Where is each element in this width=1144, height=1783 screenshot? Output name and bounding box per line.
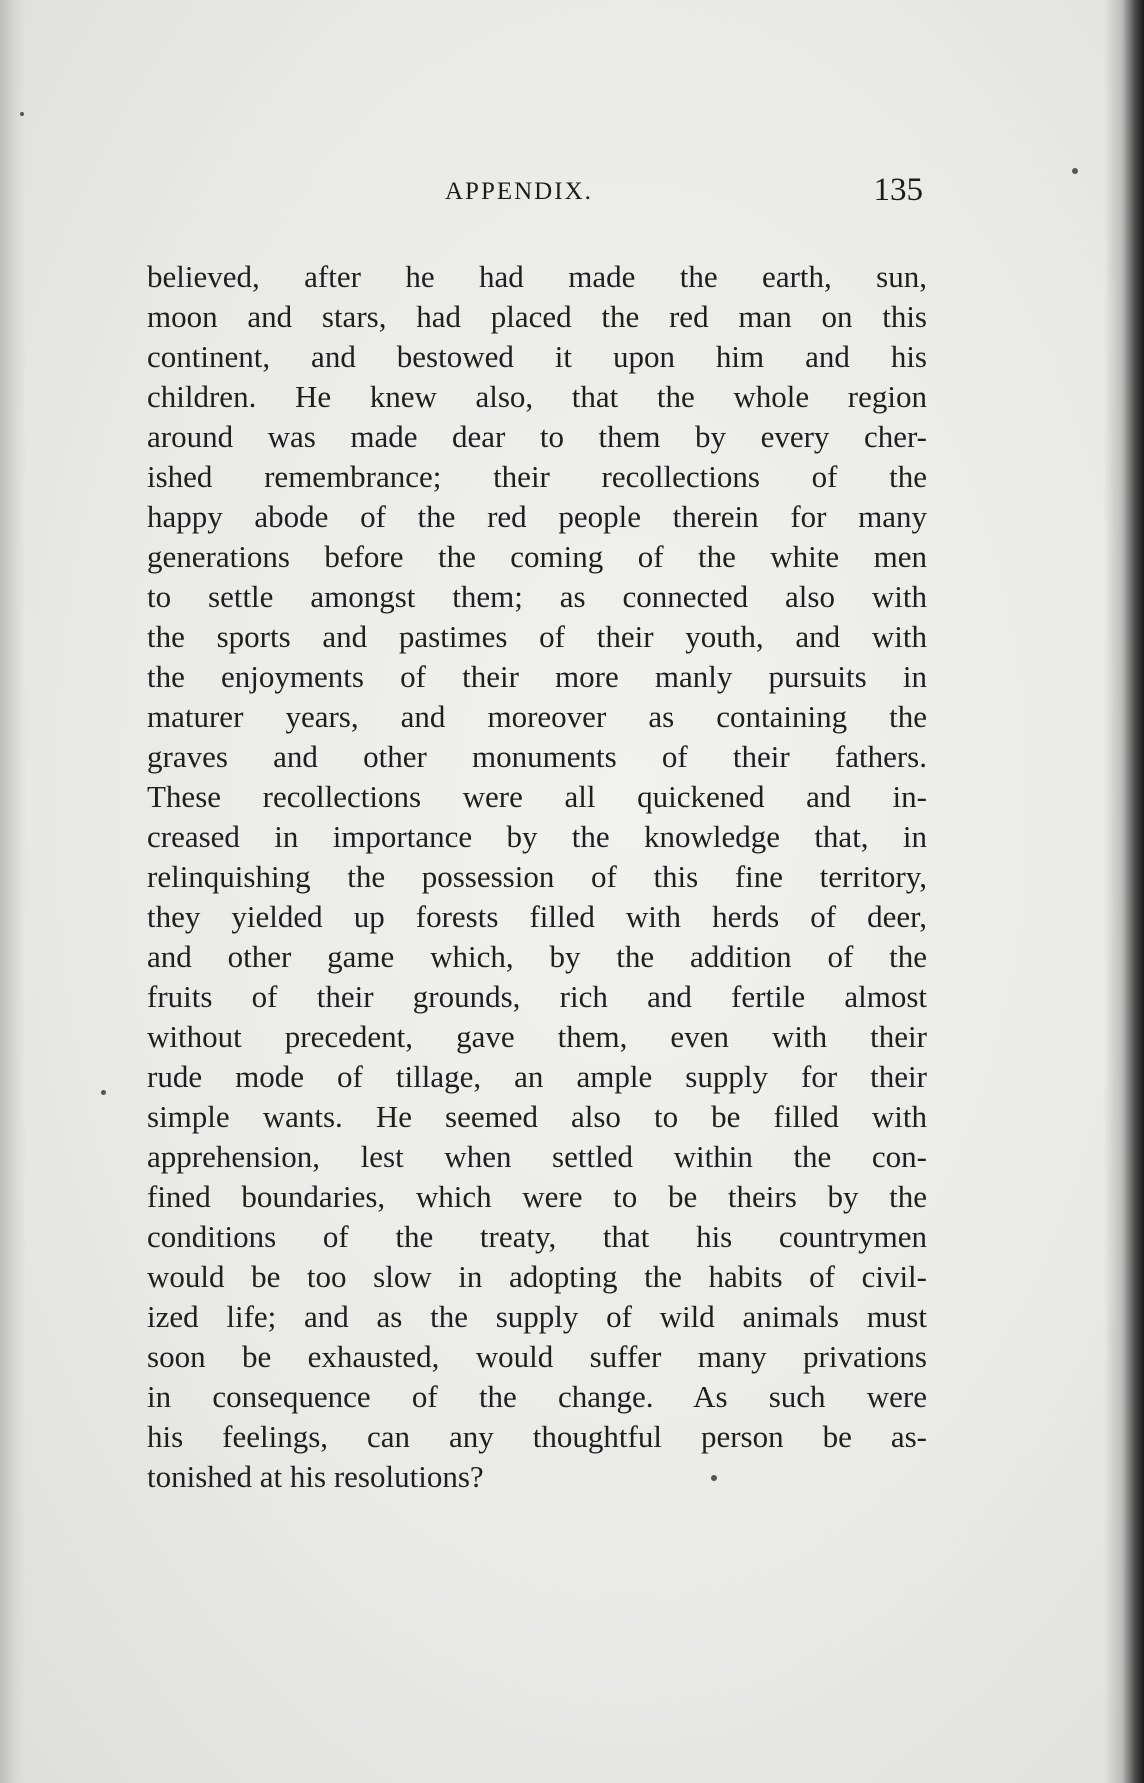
text-line: the sports and pastimes of their youth, and with (147, 619, 927, 654)
text-line: relinquishing the possession of this fine territory, (147, 859, 927, 894)
page-header (147, 172, 927, 222)
page-number: 135 (873, 172, 923, 208)
text-line: and other game which, by the addition of the (147, 939, 927, 974)
text-line: graves and other monuments of their fathers. (147, 739, 927, 774)
page-left-shadow (0, 0, 26, 1783)
page-gutter-shadow (1104, 0, 1144, 1783)
running-head: APPENDIX. (445, 178, 593, 205)
ink-speck (20, 112, 24, 116)
ink-speck (1072, 168, 1078, 174)
text-line: conditions of the treaty, that his countrymen (147, 1219, 927, 1254)
text-line: simple wants. He seemed also to be filled with (147, 1099, 927, 1134)
text-line: fruits of their grounds, rich and fertile almost (147, 979, 927, 1014)
text-line: to settle amongst them; as connected also with (147, 579, 927, 614)
text-line: tonished at his resolutions? (147, 1459, 484, 1494)
text-line: ized life; and as the supply of wild animals must (147, 1299, 927, 1334)
text-line: in consequence of the change. As such were (147, 1379, 927, 1414)
text-line: soon be exhausted, would suffer many privations (147, 1339, 927, 1374)
text-line: ished remembrance; their recollections of the (147, 459, 927, 494)
text-line: they yielded up forests filled with herds of deer, (147, 899, 927, 934)
text-line: would be too slow in adopting the habits of civil- (147, 1259, 927, 1294)
text-line: creased in importance by the knowledge that, in (147, 819, 927, 854)
text-line: rude mode of tillage, an ample supply for their (147, 1059, 927, 1094)
text-line: the enjoyments of their more manly pursuits in (147, 659, 927, 694)
text-line: apprehension, lest when settled within the con- (147, 1139, 927, 1174)
text-line: These recollections were all quickened and in- (147, 779, 927, 814)
text-line: believed, after he had made the earth, sun, (147, 259, 927, 294)
text-line: happy abode of the red people therein for many (147, 499, 927, 534)
text-line: without precedent, gave them, even with their (147, 1019, 927, 1054)
text-line: continent, and bestowed it upon him and his (147, 339, 927, 374)
text-line: fined boundaries, which were to be theirs by the (147, 1179, 927, 1214)
text-line: moon and stars, had placed the red man on this (147, 299, 927, 334)
text-line: around was made dear to them by every cher- (147, 419, 927, 454)
text-line: his feelings, can any thoughtful person be as- (147, 1419, 927, 1454)
ink-speck (101, 1090, 106, 1095)
text-line: children. He knew also, that the whole region (147, 379, 927, 414)
text-line: maturer years, and moreover as containing the (147, 699, 927, 734)
text-line: generations before the coming of the white men (147, 539, 927, 574)
body-text (147, 257, 927, 1497)
